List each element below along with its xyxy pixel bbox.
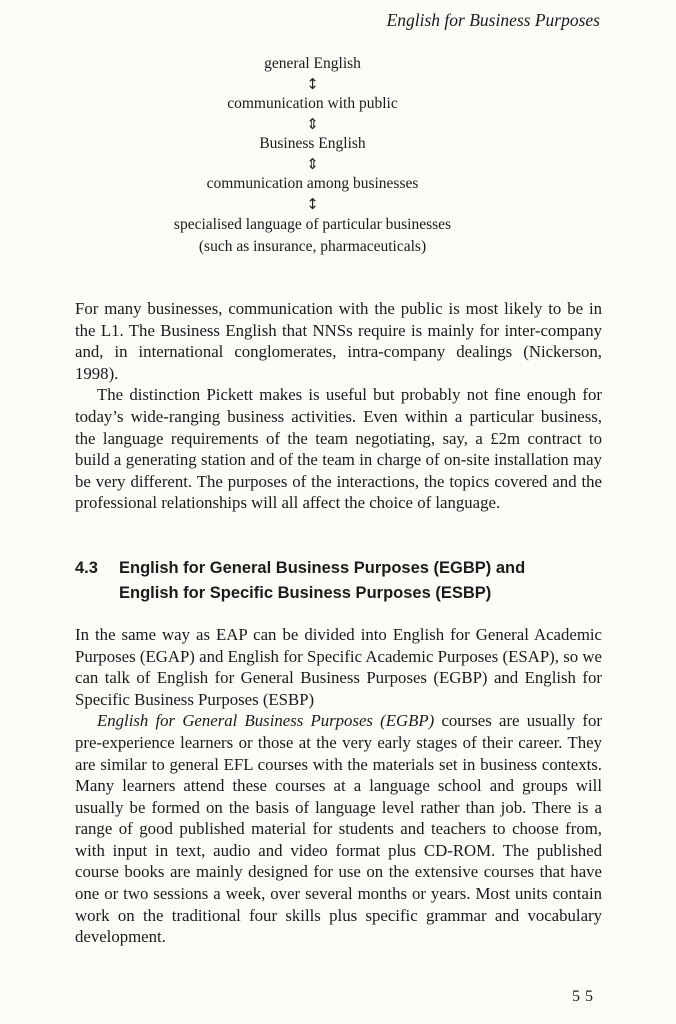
diagram-node-business-english: Business English	[259, 135, 366, 152]
diagram-node-specialised-language: specialised language of particular businesses	[173, 216, 452, 233]
paragraph-communication-public: For many businesses, communication with the public is most likely to be in the L1. The Business English that NNSs require is mainly for inter-company and, in international conglomerates, intra-company dealings (Nickerson, 1998).	[75, 299, 602, 383]
diagram-node-communication-with-public: communication with public	[227, 95, 398, 112]
updown-arrow-icon: ↕	[306, 75, 319, 93]
updown-arrow-icon: ↕	[306, 195, 319, 213]
page-number: 55	[572, 988, 598, 1005]
diagram-node-communication-among-businesses: communication among businesses	[206, 175, 419, 192]
double-updown-arrow-icon: ⇕	[306, 155, 319, 173]
section-number: 4.3	[75, 558, 98, 577]
body-text	[75, 298, 602, 948]
double-updown-arrow-icon: ⇕	[306, 115, 319, 133]
hierarchy-diagram	[40, 54, 585, 258]
running-head: English for Business Purposes	[386, 10, 600, 30]
section-heading-4-3	[75, 556, 602, 606]
diagram-node-general-english: general English	[264, 55, 361, 72]
egbp-paragraph-rest: courses are usually for pre-experience learners or those at the very early stages of their career. They are similar to general EFL courses with the materials set in business contexts. Many learners attend these courses at a language school and groups will usually be formed on the basis of language level rather than job. There is a range of good published material for students and teachers to choose from, with input in text, audio and video format plus CD-ROM. The published course books are mainly designed for use on the extensive courses that have one or two sessions a week, over several months or years. Most units contain work on the traditional four skills plus specific grammar and vocabulary development.	[75, 711, 602, 947]
section-title-line-1: English for General Business Purposes (EGBP) and	[119, 558, 526, 577]
egbp-italic-lead: English for General Business Purposes (EGBP)	[97, 711, 435, 731]
paragraph-egbp-courses	[75, 710, 602, 948]
section-title	[119, 556, 525, 606]
diagram-node-specialised-language-note: (such as insurance, pharmaceuticals)	[198, 238, 427, 255]
section-title-line-2: English for Specific Business Purposes (ESBP)	[119, 583, 492, 602]
paragraph-eap-division: In the same way as EAP can be divided into English for General Academic Purposes (EGAP) and English for Specific Academic Purposes (ESAP), so we can talk of English for General Business Purposes (EGBP) and English for Specific Business Purposes (ESBP)	[75, 624, 602, 709]
paragraph-pickett-distinction: The distinction Pickett makes is useful but probably not fine enough for today’s wide-ranging business activities. Even within a particular business, the language requirements of the team negotiating, say, a £2m contract to build a generating station and of the team in charge of on-site installation may be very different. The purposes of the interactions, the topics covered and the professional relationships will all affect the choice of language.	[75, 385, 602, 513]
